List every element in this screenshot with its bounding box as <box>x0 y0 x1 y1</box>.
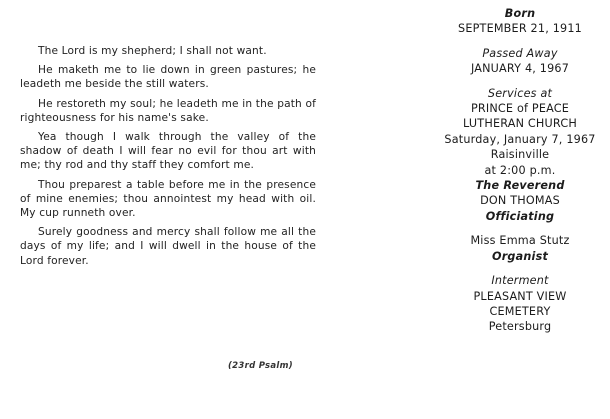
church-name-line-1: PRINCE of PEACE <box>470 102 570 116</box>
officiating-label: Officiating <box>485 209 555 223</box>
passed-away-date: JANUARY 4, 1967 <box>470 62 570 76</box>
psalm-verse-5: Thou preparest a table before me in the presence of mine enemies; thou annointest my head with oil. My cup runneth over. <box>20 178 316 220</box>
cemetery-place: Petersburg <box>488 320 552 334</box>
services-label: Services at <box>487 86 553 100</box>
born-date: SEPTEMBER 21, 1911 <box>458 22 582 36</box>
psalm-verse-6: Surely goodness and mercy shall follow me all the days of my life; and I will dwell in the house of the Lord forever. <box>20 226 316 267</box>
service-time: at 2:00 p.m. <box>484 163 556 177</box>
psalm-verse-4: Yea though I walk through the valley of the shadow of death I will fear no evil for thou art with me; thy rod and thy staff they comfort me. <box>20 131 316 172</box>
organist-label: Organist <box>492 249 548 263</box>
psalm-verse-2: He maketh me to lie down in green pastures; he leadeth me beside the still waters. <box>20 64 316 91</box>
cemetery-name-line-2: CEMETERY <box>489 304 551 318</box>
service-place: Raisinville <box>490 148 550 162</box>
psalm-citation: (23rd Psalm) <box>228 361 293 371</box>
interment-label: Interment <box>491 274 549 288</box>
cemetery-name-line-1: PLEASANT VIEW <box>473 289 567 303</box>
reverend-name: DON THOMAS <box>480 194 560 208</box>
born-label: Born <box>504 7 536 20</box>
reverend-label: The Reverend <box>475 179 565 193</box>
church-name-line-2: LUTHERAN CHURCH <box>463 117 577 131</box>
organist-name: Miss Emma Stutz <box>470 234 570 248</box>
passed-away-label: Passed Away <box>482 46 558 60</box>
psalm-text-block <box>20 44 316 273</box>
service-date: Saturday, January 7, 1967 <box>444 132 596 146</box>
psalm-verse-1: The Lord is my shepherd; I shall not want. <box>38 45 267 57</box>
service-details-block <box>430 6 610 335</box>
psalm-verse-3: He restoreth my soul; he leadeth me in the path of righteousness for his name's sake. <box>20 97 316 124</box>
